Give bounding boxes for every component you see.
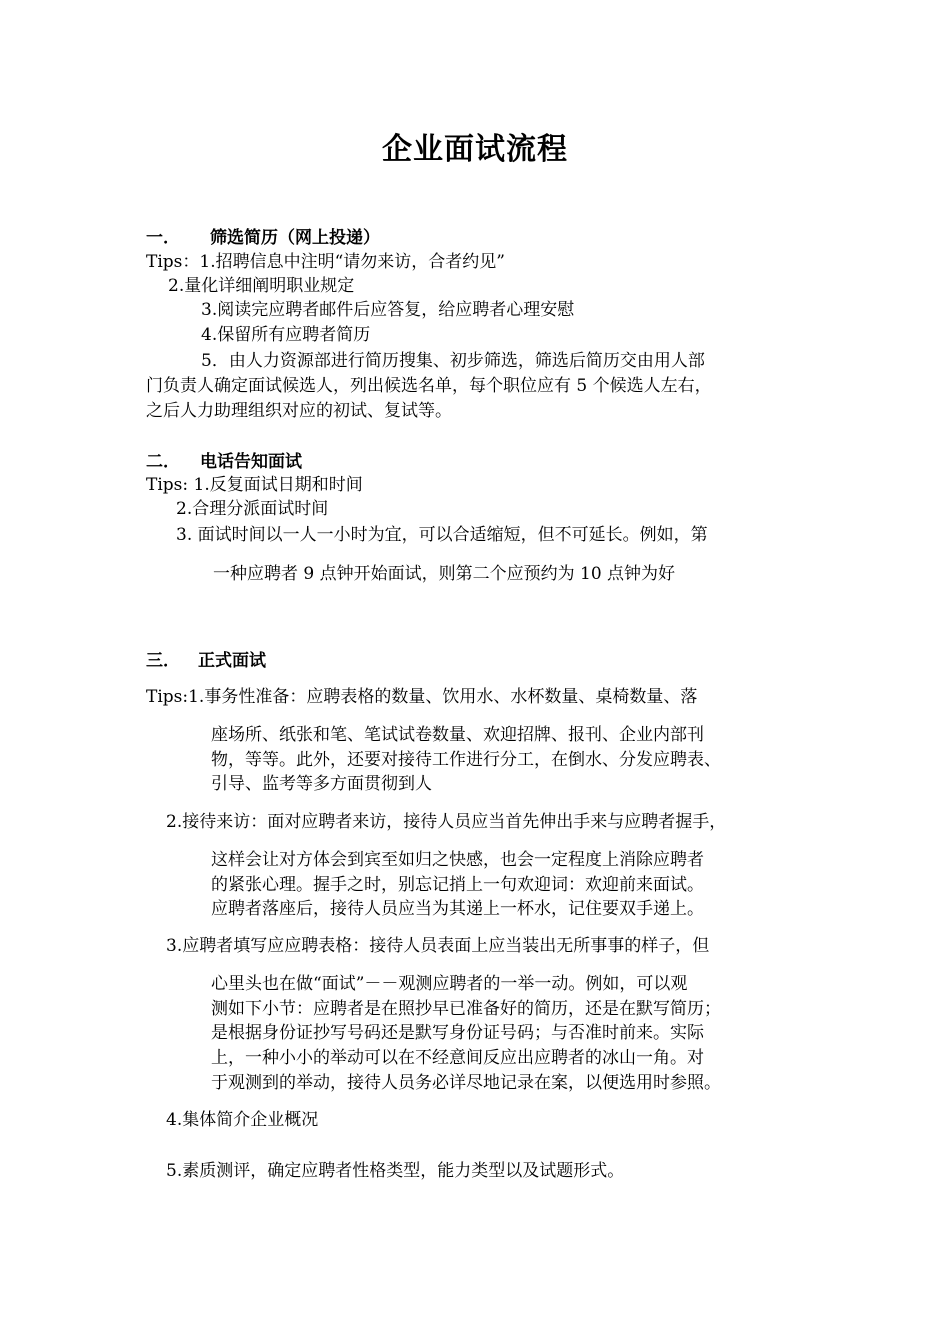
section3-line: 3.应聘者填写应应聘表格：接待人员表面上应当装出无所事事的样子，但 — [166, 936, 710, 956]
section2-line: Tips: 1.反复面试日期和时间 — [146, 475, 363, 495]
section1-line: 4.保留所有应聘者简历 — [201, 325, 371, 345]
section2-line: 一种应聘者 9 点钟开始面试，则第二个应预约为 10 点钟为好 — [213, 564, 676, 584]
section1-heading: 筛选简历（网上投递） — [210, 228, 380, 248]
section3-line: 5.素质测评，确定应聘者性格类型，能力类型以及试题形式。 — [166, 1161, 625, 1181]
section2-line: 3. 面试时间以一人一小时为宜，可以合适缩短，但不可延长。例如，第 — [176, 525, 708, 545]
section3-line: 座场所、纸张和笔、笔试试卷数量、欢迎招牌、报刊、企业内部刊 — [211, 725, 704, 745]
section1-line: Tips：1.招聘信息中注明“请勿来访，合者约见” — [146, 252, 505, 272]
section3-line: Tips:1.事务性准备：应聘表格的数量、饮用水、水杯数量、桌椅数量、落 — [146, 687, 698, 707]
section1-line: 2.量化详细阐明职业规定 — [168, 276, 355, 296]
section1-line: 3.阅读完应聘者邮件后应答复，给应聘者心理安慰 — [201, 300, 575, 320]
section2-number: 二． — [146, 452, 180, 472]
section3-line: 于观测到的举动，接待人员务必详尽地记录在案，以便选用时参照。 — [211, 1073, 721, 1093]
section3-line: 物，等等。此外，还要对接待工作进行分工，在倒水、分发应聘表、 — [211, 750, 721, 770]
page-title: 企业面试流程 — [382, 132, 568, 167]
section3-line: 引导、监考等多方面贯彻到人 — [211, 774, 432, 794]
section1-heading-row — [146, 227, 380, 249]
section3-number: 三． — [146, 651, 180, 671]
section2-line: 2.合理分派面试时间 — [176, 499, 329, 519]
section1-line: 5．由人力资源部进行简历搜集、初步筛选，筛选后简历交由用人部 — [201, 351, 705, 371]
section3-heading: 正式面试 — [198, 651, 266, 671]
section1-line: 门负责人确定面试候选人，列出候选名单，每个职位应有 5 个候选人左右， — [146, 376, 712, 396]
section3-line: 是根据身份证抄写号码还是默写身份证号码；与否准时前来。实际 — [211, 1023, 704, 1043]
section3-heading-row — [146, 650, 266, 672]
section3-line: 测如下小节：应聘者是在照抄早已准备好的简历，还是在默写简历； — [211, 999, 721, 1019]
section3-line: 心里头也在做“面试”－－观测应聘者的一举一动。例如，可以观 — [211, 974, 688, 994]
section3-line: 4.集体简介企业概况 — [166, 1110, 319, 1130]
section1-number: 一． — [146, 228, 180, 248]
section3-line: 上，一种小小的举动可以在不经意间反应出应聘者的冰山一角。对 — [211, 1048, 704, 1068]
section2-heading: 电话告知面试 — [200, 452, 302, 472]
section3-line: 应聘者落座后，接待人员应当为其递上一杯水，记住要双手递上。 — [211, 899, 704, 919]
section2-heading-row — [146, 451, 302, 473]
section3-line: 这样会让对方体会到宾至如归之快感，也会一定程度上消除应聘者 — [211, 850, 704, 870]
section3-line: 的紧张心理。握手之时，别忘记捎上一句欢迎词：欢迎前来面试。 — [211, 875, 704, 895]
section1-line: 之后人力助理组织对应的初试、复试等。 — [146, 401, 452, 421]
section3-line: 2.接待来访：面对应聘者来访，接待人员应当首先伸出手来与应聘者握手， — [166, 812, 727, 832]
